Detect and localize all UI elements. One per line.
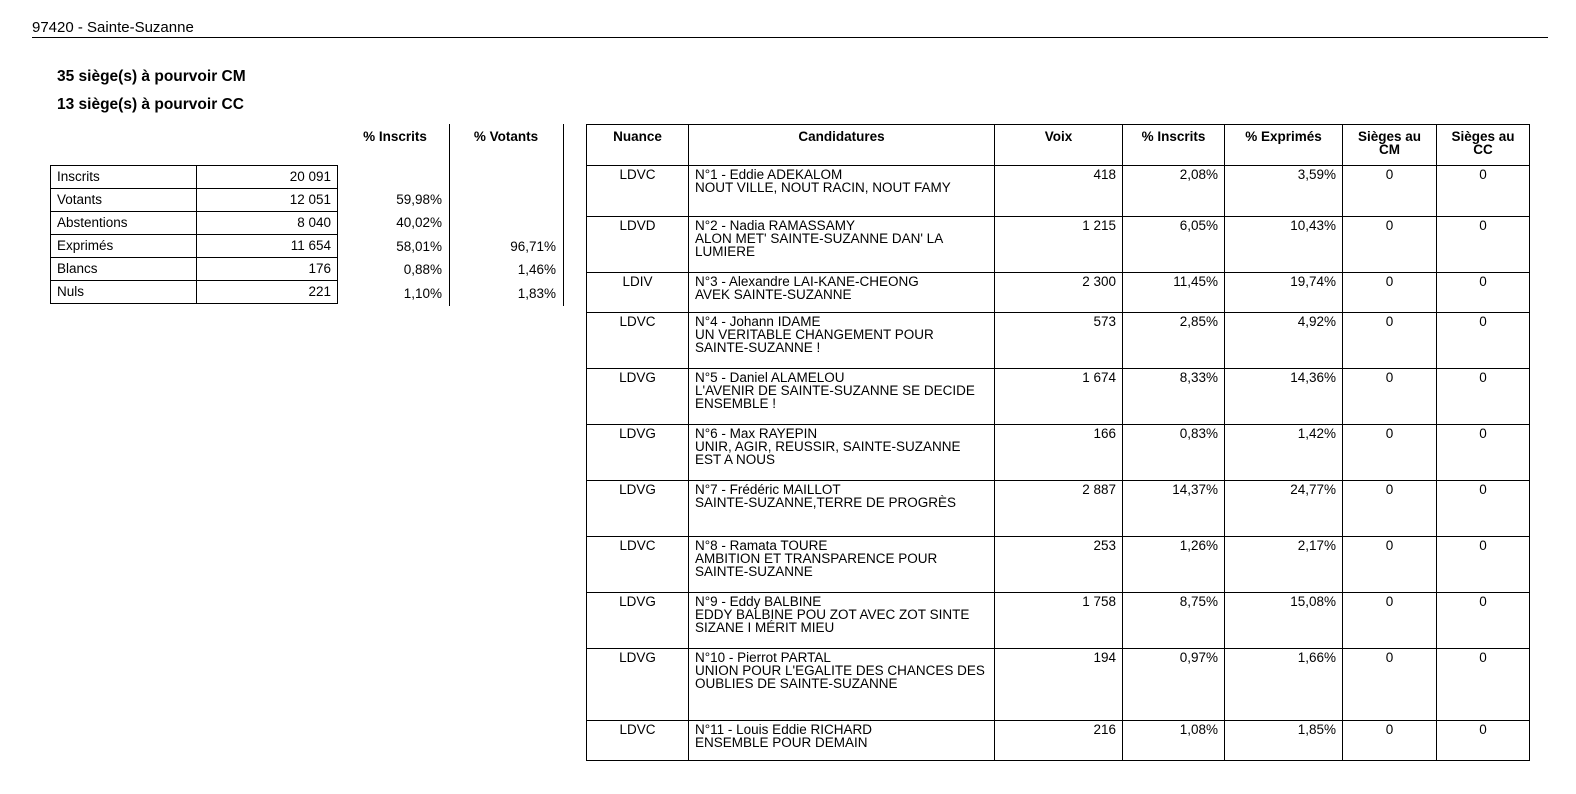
sieges-cm-cell: 0 — [1343, 721, 1437, 761]
candidate-name: N°2 - Nadia RAMASSAMY — [695, 218, 855, 233]
nuance-cell: LDVC — [587, 166, 689, 217]
pct-exprimes-cell: 2,17% — [1225, 537, 1343, 593]
table-row — [587, 217, 1530, 273]
sieges-cc-cell: 0 — [1437, 425, 1530, 481]
table-row — [51, 166, 338, 189]
summary-table — [50, 165, 338, 304]
sieges-cc-cell: 0 — [1437, 593, 1530, 649]
summary-separator — [449, 124, 450, 306]
pct-inscrits-cell: 2,85% — [1123, 313, 1225, 369]
summary-label: Blancs — [51, 258, 197, 281]
candidate-name: N°4 - Johann IDAME — [695, 314, 821, 329]
sieges-cc-cell: 0 — [1437, 313, 1530, 369]
sieges-cm-cell: 0 — [1343, 166, 1437, 217]
pct-inscrits-cell: 11,45% — [1123, 273, 1225, 313]
candidate-name: N°7 - Frédéric MAILLOT — [695, 482, 841, 497]
sieges-cc-cell: 0 — [1437, 273, 1530, 313]
list-name: UN VERITABLE CHANGEMENT POUR SAINTE-SUZANNE ! — [695, 327, 934, 355]
voix-cell: 1 674 — [995, 369, 1123, 425]
nuance-cell: LDVG — [587, 369, 689, 425]
nuance-cell: LDIV — [587, 273, 689, 313]
candidature-cell — [689, 217, 995, 273]
nuance-cell: LDVD — [587, 217, 689, 273]
list-name: AVEK SAINTE-SUZANNE — [695, 287, 852, 302]
pct-exprimes-cell: 1,42% — [1225, 425, 1343, 481]
sieges-cc-cell: 0 — [1437, 537, 1530, 593]
voix-cell: 573 — [995, 313, 1123, 369]
table-row — [587, 649, 1530, 721]
table-row — [587, 313, 1530, 369]
table-row — [51, 281, 338, 304]
sieges-cc-cell: 0 — [1437, 166, 1530, 217]
list-name: NOUT VILLE, NOUT RACIN, NOUT FAMY — [695, 180, 951, 195]
pct-inscrits-cell: 0,97% — [1123, 649, 1225, 721]
summary-label: Abstentions — [51, 212, 197, 235]
table-row — [51, 212, 338, 235]
nuance-cell: LDVG — [587, 481, 689, 537]
voix-cell: 166 — [995, 425, 1123, 481]
header-pct-inscrits: % Inscrits — [1123, 125, 1225, 166]
header-sieges-cm: Sièges au CM — [1343, 125, 1437, 166]
candidature-cell — [689, 313, 995, 369]
candidature-cell — [689, 593, 995, 649]
summary-pct-votants — [460, 165, 556, 189]
seats-cc: 13 siège(s) à pourvoir CC — [57, 96, 244, 113]
pct-exprimes-cell: 3,59% — [1225, 166, 1343, 217]
table-row — [587, 166, 1530, 217]
list-name: ENSEMBLE POUR DEMAIN — [695, 735, 868, 750]
table-row — [587, 369, 1530, 425]
candidature-cell — [689, 537, 995, 593]
nuance-cell: LDVG — [587, 593, 689, 649]
nuance-cell: LDVG — [587, 649, 689, 721]
list-name: ALON MET' SAINTE-SUZANNE DAN' LA LUMIERE — [695, 231, 943, 259]
summary-label: Inscrits — [51, 166, 197, 189]
pct-exprimes-cell: 15,08% — [1225, 593, 1343, 649]
sieges-cm-cell: 0 — [1343, 273, 1437, 313]
summary-value: 8 040 — [197, 212, 338, 235]
candidate-name: N°10 - Pierrot PARTAL — [695, 650, 831, 665]
pct-exprimes-cell: 4,92% — [1225, 313, 1343, 369]
summary-separator — [563, 124, 564, 306]
voix-cell: 253 — [995, 537, 1123, 593]
sieges-cc-cell: 0 — [1437, 481, 1530, 537]
summary-value: 176 — [197, 258, 338, 281]
summary-pct-inscrits: 40,02% — [396, 215, 442, 230]
candidate-name: N°9 - Eddy BALBINE — [695, 594, 822, 609]
voix-cell: 2 300 — [995, 273, 1123, 313]
candidature-cell — [689, 425, 995, 481]
pct-inscrits-cell: 2,08% — [1123, 166, 1225, 217]
summary-label: Exprimés — [51, 235, 197, 258]
sieges-cm-cell: 0 — [1343, 313, 1437, 369]
sieges-cm-cell: 0 — [1343, 537, 1437, 593]
table-row — [587, 593, 1530, 649]
summary-label: Votants — [51, 189, 197, 212]
header-nuance: Nuance — [587, 125, 689, 166]
nuance-cell: LDVC — [587, 537, 689, 593]
table-row — [51, 235, 338, 258]
list-name: EDDY BALBINE POU ZOT AVEC ZOT SINTE SIZANE I MÉRIT MIEU — [695, 607, 970, 635]
table-row — [51, 189, 338, 212]
table-row — [587, 481, 1530, 537]
pct-exprimes-cell: 10,43% — [1225, 217, 1343, 273]
pct-inscrits-cell: 14,37% — [1123, 481, 1225, 537]
sieges-cc-cell: 0 — [1437, 721, 1530, 761]
summary-header-pct-inscrits: % Inscrits — [363, 129, 427, 144]
nuance-cell: LDVC — [587, 721, 689, 761]
candidate-name: N°11 - Louis Eddie RICHARD — [695, 722, 872, 737]
summary-pct-inscrits — [350, 165, 442, 189]
voix-cell: 2 887 — [995, 481, 1123, 537]
pct-exprimes-cell: 1,66% — [1225, 649, 1343, 721]
pct-inscrits-cell: 1,26% — [1123, 537, 1225, 593]
table-row — [587, 425, 1530, 481]
summary-pct-votants: 96,71% — [510, 238, 556, 254]
candidate-name: N°6 - Max RAYEPIN — [695, 426, 818, 441]
summary-header-pct-votants: % Votants — [473, 129, 539, 144]
sieges-cc-cell: 0 — [1437, 369, 1530, 425]
sieges-cm-cell: 0 — [1343, 369, 1437, 425]
candidate-name: N°5 - Daniel ALAMELOU — [695, 370, 845, 385]
summary-pct-votants — [460, 189, 556, 213]
summary-pct-inscrits: 59,98% — [396, 191, 442, 207]
pct-exprimes-cell: 24,77% — [1225, 481, 1343, 537]
candidature-cell — [689, 481, 995, 537]
pct-inscrits-cell: 0,83% — [1123, 425, 1225, 481]
sieges-cc-cell: 0 — [1437, 649, 1530, 721]
summary-pct-inscrits: 58,01% — [396, 238, 442, 254]
commune-title: 97420 - Sainte-Suzanne — [32, 18, 1548, 38]
summary-pct-inscrits-column — [350, 165, 442, 306]
summary-pct-inscrits: 1,10% — [403, 285, 442, 301]
summary-value: 221 — [197, 281, 338, 304]
list-name: AMBITION ET TRANSPARENCE POUR SAINTE-SUZANNE — [695, 551, 938, 579]
sieges-cm-cell: 0 — [1343, 425, 1437, 481]
candidate-name: N°1 - Eddie ADEKALOM — [695, 167, 843, 182]
voix-cell: 418 — [995, 166, 1123, 217]
voix-cell: 194 — [995, 649, 1123, 721]
sieges-cm-cell: 0 — [1343, 217, 1437, 273]
summary-pct-votants — [460, 212, 556, 236]
pct-exprimes-cell: 1,85% — [1225, 721, 1343, 761]
voix-cell: 1 215 — [995, 217, 1123, 273]
results-table — [586, 124, 1530, 761]
summary-pct-votants: 1,83% — [517, 285, 556, 301]
sieges-cc-cell: 0 — [1437, 217, 1530, 273]
pct-inscrits-cell: 1,08% — [1123, 721, 1225, 761]
pct-exprimes-cell: 19,74% — [1225, 273, 1343, 313]
candidature-cell — [689, 649, 995, 721]
pct-exprimes-cell: 14,36% — [1225, 369, 1343, 425]
voix-cell: 1 758 — [995, 593, 1123, 649]
table-row — [587, 721, 1530, 761]
list-name: L'AVENIR DE SAINTE-SUZANNE SE DECIDE ENSEMBLE ! — [695, 383, 975, 411]
sieges-cm-cell: 0 — [1343, 649, 1437, 721]
candidature-cell — [689, 721, 995, 761]
nuance-cell: LDVG — [587, 425, 689, 481]
candidature-cell — [689, 273, 995, 313]
sieges-cm-cell: 0 — [1343, 481, 1437, 537]
summary-pct-inscrits: 0,88% — [403, 262, 442, 277]
header-candidatures: Candidatures — [689, 125, 995, 166]
candidature-cell — [689, 166, 995, 217]
summary-value: 20 091 — [197, 166, 338, 189]
table-row — [587, 537, 1530, 593]
seats-cm: 35 siège(s) à pourvoir CM — [57, 68, 246, 85]
pct-inscrits-cell: 8,33% — [1123, 369, 1225, 425]
summary-pct-votants-column — [460, 165, 556, 306]
table-row — [587, 273, 1530, 313]
pct-inscrits-cell: 8,75% — [1123, 593, 1225, 649]
nuance-cell: LDVC — [587, 313, 689, 369]
voix-cell: 216 — [995, 721, 1123, 761]
candidate-name: N°8 - Ramata TOURE — [695, 538, 828, 553]
sieges-cm-cell: 0 — [1343, 593, 1437, 649]
table-row — [51, 258, 338, 281]
list-name: SAINTE-SUZANNE,TERRE DE PROGRÈS — [695, 495, 957, 510]
summary-value: 11 654 — [197, 235, 338, 258]
summary-value: 12 051 — [197, 189, 338, 212]
results-header-row — [587, 125, 1530, 166]
header-voix: Voix — [995, 125, 1123, 166]
header-sieges-cc: Sièges au CC — [1437, 125, 1530, 166]
pct-inscrits-cell: 6,05% — [1123, 217, 1225, 273]
candidate-name: N°3 - Alexandre LAI-KANE-CHEONG — [695, 274, 919, 289]
list-name: UNIR, AGIR, REUSSIR, SAINTE-SUZANNE EST A NOUS — [695, 439, 961, 467]
candidature-cell — [689, 369, 995, 425]
list-name: UNION POUR L'EGALITE DES CHANCES DES OUBLIES DE SAINTE-SUZANNE — [695, 663, 985, 691]
summary-pct-votants: 1,46% — [517, 262, 556, 277]
summary-label: Nuls — [51, 281, 197, 304]
header-pct-exprimes: % Exprimés — [1225, 125, 1343, 166]
